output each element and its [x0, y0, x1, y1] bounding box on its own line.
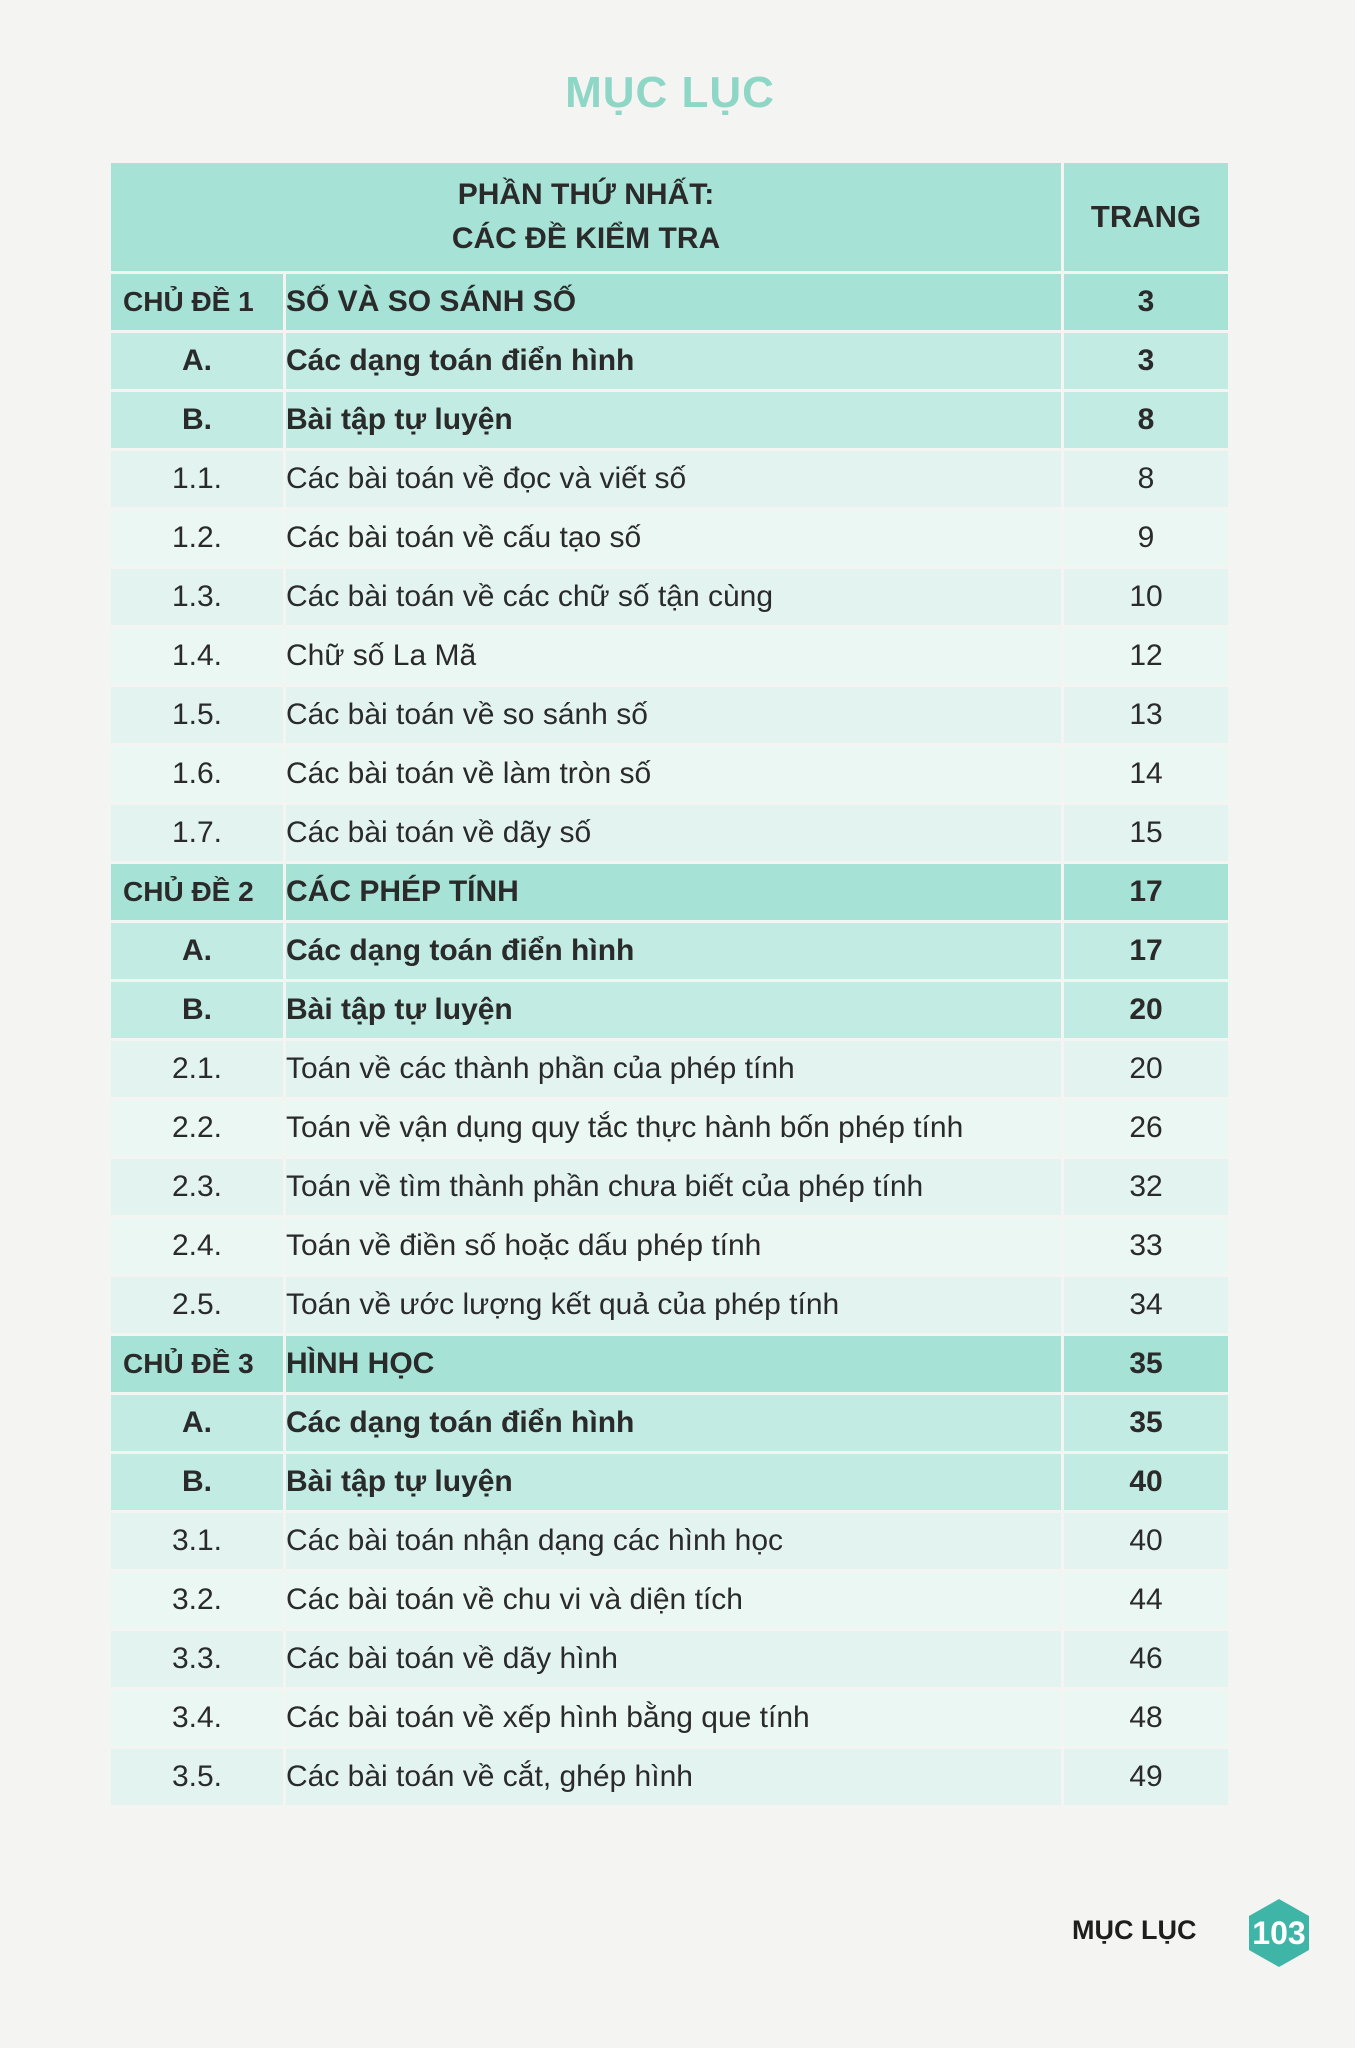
toc-row-chapter-1[interactable]	[110, 273, 1230, 332]
toc-row-item[interactable]	[110, 1040, 1230, 1099]
row-label: Các bài toán về cấu tạo số	[285, 509, 1063, 568]
row-number: B.	[110, 391, 285, 450]
page-column-header: TRANG	[1063, 162, 1230, 273]
row-label: Các bài toán về các chữ số tận cùng	[285, 568, 1063, 627]
row-label: Các bài toán nhận dạng các hình học	[285, 1512, 1063, 1571]
row-number: 1.7.	[110, 804, 285, 863]
row-number: 3.4.	[110, 1689, 285, 1748]
row-number: 1.1.	[110, 450, 285, 509]
toc-row-section[interactable]	[110, 332, 1230, 391]
row-label: Chữ số La Mã	[285, 627, 1063, 686]
toc-row-item[interactable]	[110, 1217, 1230, 1276]
row-number: 2.2.	[110, 1099, 285, 1158]
toc-row-section[interactable]	[110, 1453, 1230, 1512]
row-number: A.	[110, 922, 285, 981]
row-label: SỐ VÀ SO SÁNH SỐ	[285, 273, 1063, 332]
row-label: Toán về ước lượng kết quả của phép tính	[285, 1276, 1063, 1335]
toc-row-item[interactable]	[110, 1571, 1230, 1630]
row-number: 1.3.	[110, 568, 285, 627]
row-number: 3.5.	[110, 1748, 285, 1807]
row-number: 1.2.	[110, 509, 285, 568]
page-title: MỤC LỤC	[565, 68, 775, 117]
toc-row-item[interactable]	[110, 1630, 1230, 1689]
row-label: Các bài toán về chu vi và diện tích	[285, 1571, 1063, 1630]
row-page: 34	[1063, 1276, 1230, 1335]
row-page: 20	[1063, 1040, 1230, 1099]
row-page: 12	[1063, 627, 1230, 686]
toc-row-section[interactable]	[110, 981, 1230, 1040]
toc-row-item[interactable]	[110, 627, 1230, 686]
row-page: 46	[1063, 1630, 1230, 1689]
row-page: 3	[1063, 332, 1230, 391]
toc-row-chapter-2[interactable]	[110, 863, 1230, 922]
row-label: Bài tập tự luyện	[285, 981, 1063, 1040]
row-label: Toán về vận dụng quy tắc thực hành bốn phép tính	[285, 1099, 1063, 1158]
row-page: 32	[1063, 1158, 1230, 1217]
row-number: CHỦ ĐỀ 3	[110, 1335, 285, 1394]
row-label: Các dạng toán điển hình	[285, 1394, 1063, 1453]
row-page: 9	[1063, 509, 1230, 568]
toc-row-item[interactable]	[110, 568, 1230, 627]
toc-row-item[interactable]	[110, 1158, 1230, 1217]
row-number: B.	[110, 1453, 285, 1512]
row-label: Các bài toán về xếp hình bằng que tính	[285, 1689, 1063, 1748]
row-label: HÌNH HỌC	[285, 1335, 1063, 1394]
row-page: 40	[1063, 1512, 1230, 1571]
row-label: Các dạng toán điển hình	[285, 332, 1063, 391]
row-label: Các bài toán về cắt, ghép hình	[285, 1748, 1063, 1807]
row-label: Toán về tìm thành phần chưa biết của phép tính	[285, 1158, 1063, 1217]
row-label: Các bài toán về dãy số	[285, 804, 1063, 863]
toc-header-row	[110, 162, 1230, 273]
toc-row-item[interactable]	[110, 1512, 1230, 1571]
toc-row-item[interactable]	[110, 1689, 1230, 1748]
toc-row-section[interactable]	[110, 922, 1230, 981]
toc-row-item[interactable]	[110, 804, 1230, 863]
part-heading-line1: PHẦN THỨ NHẤT:	[457, 178, 715, 211]
row-label: Toán về điền số hoặc dấu phép tính	[285, 1217, 1063, 1276]
row-number: 1.5.	[110, 686, 285, 745]
row-number: B.	[110, 981, 285, 1040]
row-page: 44	[1063, 1571, 1230, 1630]
row-number: CHỦ ĐỀ 2	[110, 863, 285, 922]
page-number: 103	[1252, 1915, 1306, 1951]
toc-row-item[interactable]	[110, 1099, 1230, 1158]
footer-section-label: MỤC LỤC	[1072, 1915, 1197, 1945]
row-number: 2.3.	[110, 1158, 285, 1217]
row-page: 20	[1063, 981, 1230, 1040]
row-label: Các dạng toán điển hình	[285, 922, 1063, 981]
row-page: 17	[1063, 922, 1230, 981]
row-page: 33	[1063, 1217, 1230, 1276]
row-page: 13	[1063, 686, 1230, 745]
row-page: 26	[1063, 1099, 1230, 1158]
row-page: 8	[1063, 391, 1230, 450]
row-page: 8	[1063, 450, 1230, 509]
row-page: 17	[1063, 863, 1230, 922]
part-heading-line2: CÁC ĐỀ KIỂM TRA	[451, 222, 721, 255]
toc-table	[108, 160, 1231, 1808]
toc-row-item[interactable]	[110, 686, 1230, 745]
row-number: A.	[110, 332, 285, 391]
toc-row-chapter-3[interactable]	[110, 1335, 1230, 1394]
row-number: 3.1.	[110, 1512, 285, 1571]
row-label: Các bài toán về dãy hình	[285, 1630, 1063, 1689]
row-label: Các bài toán về đọc và viết số	[285, 450, 1063, 509]
row-number: 1.6.	[110, 745, 285, 804]
toc-row-item[interactable]	[110, 1748, 1230, 1807]
row-page: 14	[1063, 745, 1230, 804]
row-page: 3	[1063, 273, 1230, 332]
row-label: Bài tập tự luyện	[285, 1453, 1063, 1512]
row-page: 10	[1063, 568, 1230, 627]
toc-row-section[interactable]	[110, 1394, 1230, 1453]
row-label: Các bài toán về làm tròn số	[285, 745, 1063, 804]
row-number: 1.4.	[110, 627, 285, 686]
row-page: 35	[1063, 1394, 1230, 1453]
row-number: CHỦ ĐỀ 1	[110, 273, 285, 332]
row-page: 40	[1063, 1453, 1230, 1512]
toc-row-item[interactable]	[110, 1276, 1230, 1335]
row-page: 15	[1063, 804, 1230, 863]
row-number: 2.4.	[110, 1217, 285, 1276]
toc-row-item[interactable]	[110, 450, 1230, 509]
row-number: 3.2.	[110, 1571, 285, 1630]
row-page: 49	[1063, 1748, 1230, 1807]
row-number: A.	[110, 1394, 285, 1453]
row-page: 35	[1063, 1335, 1230, 1394]
row-label: Các bài toán về so sánh số	[285, 686, 1063, 745]
toc-row-item[interactable]	[110, 745, 1230, 804]
row-page: 48	[1063, 1689, 1230, 1748]
row-label: CÁC PHÉP TÍNH	[285, 863, 1063, 922]
toc-row-section[interactable]	[110, 391, 1230, 450]
page-number-badge	[1243, 1897, 1315, 1969]
part-heading	[110, 162, 1063, 273]
row-label: Toán về các thành phần của phép tính	[285, 1040, 1063, 1099]
row-label: Bài tập tự luyện	[285, 391, 1063, 450]
row-number: 2.5.	[110, 1276, 285, 1335]
toc-row-item[interactable]	[110, 509, 1230, 568]
row-number: 2.1.	[110, 1040, 285, 1099]
row-number: 3.3.	[110, 1630, 285, 1689]
